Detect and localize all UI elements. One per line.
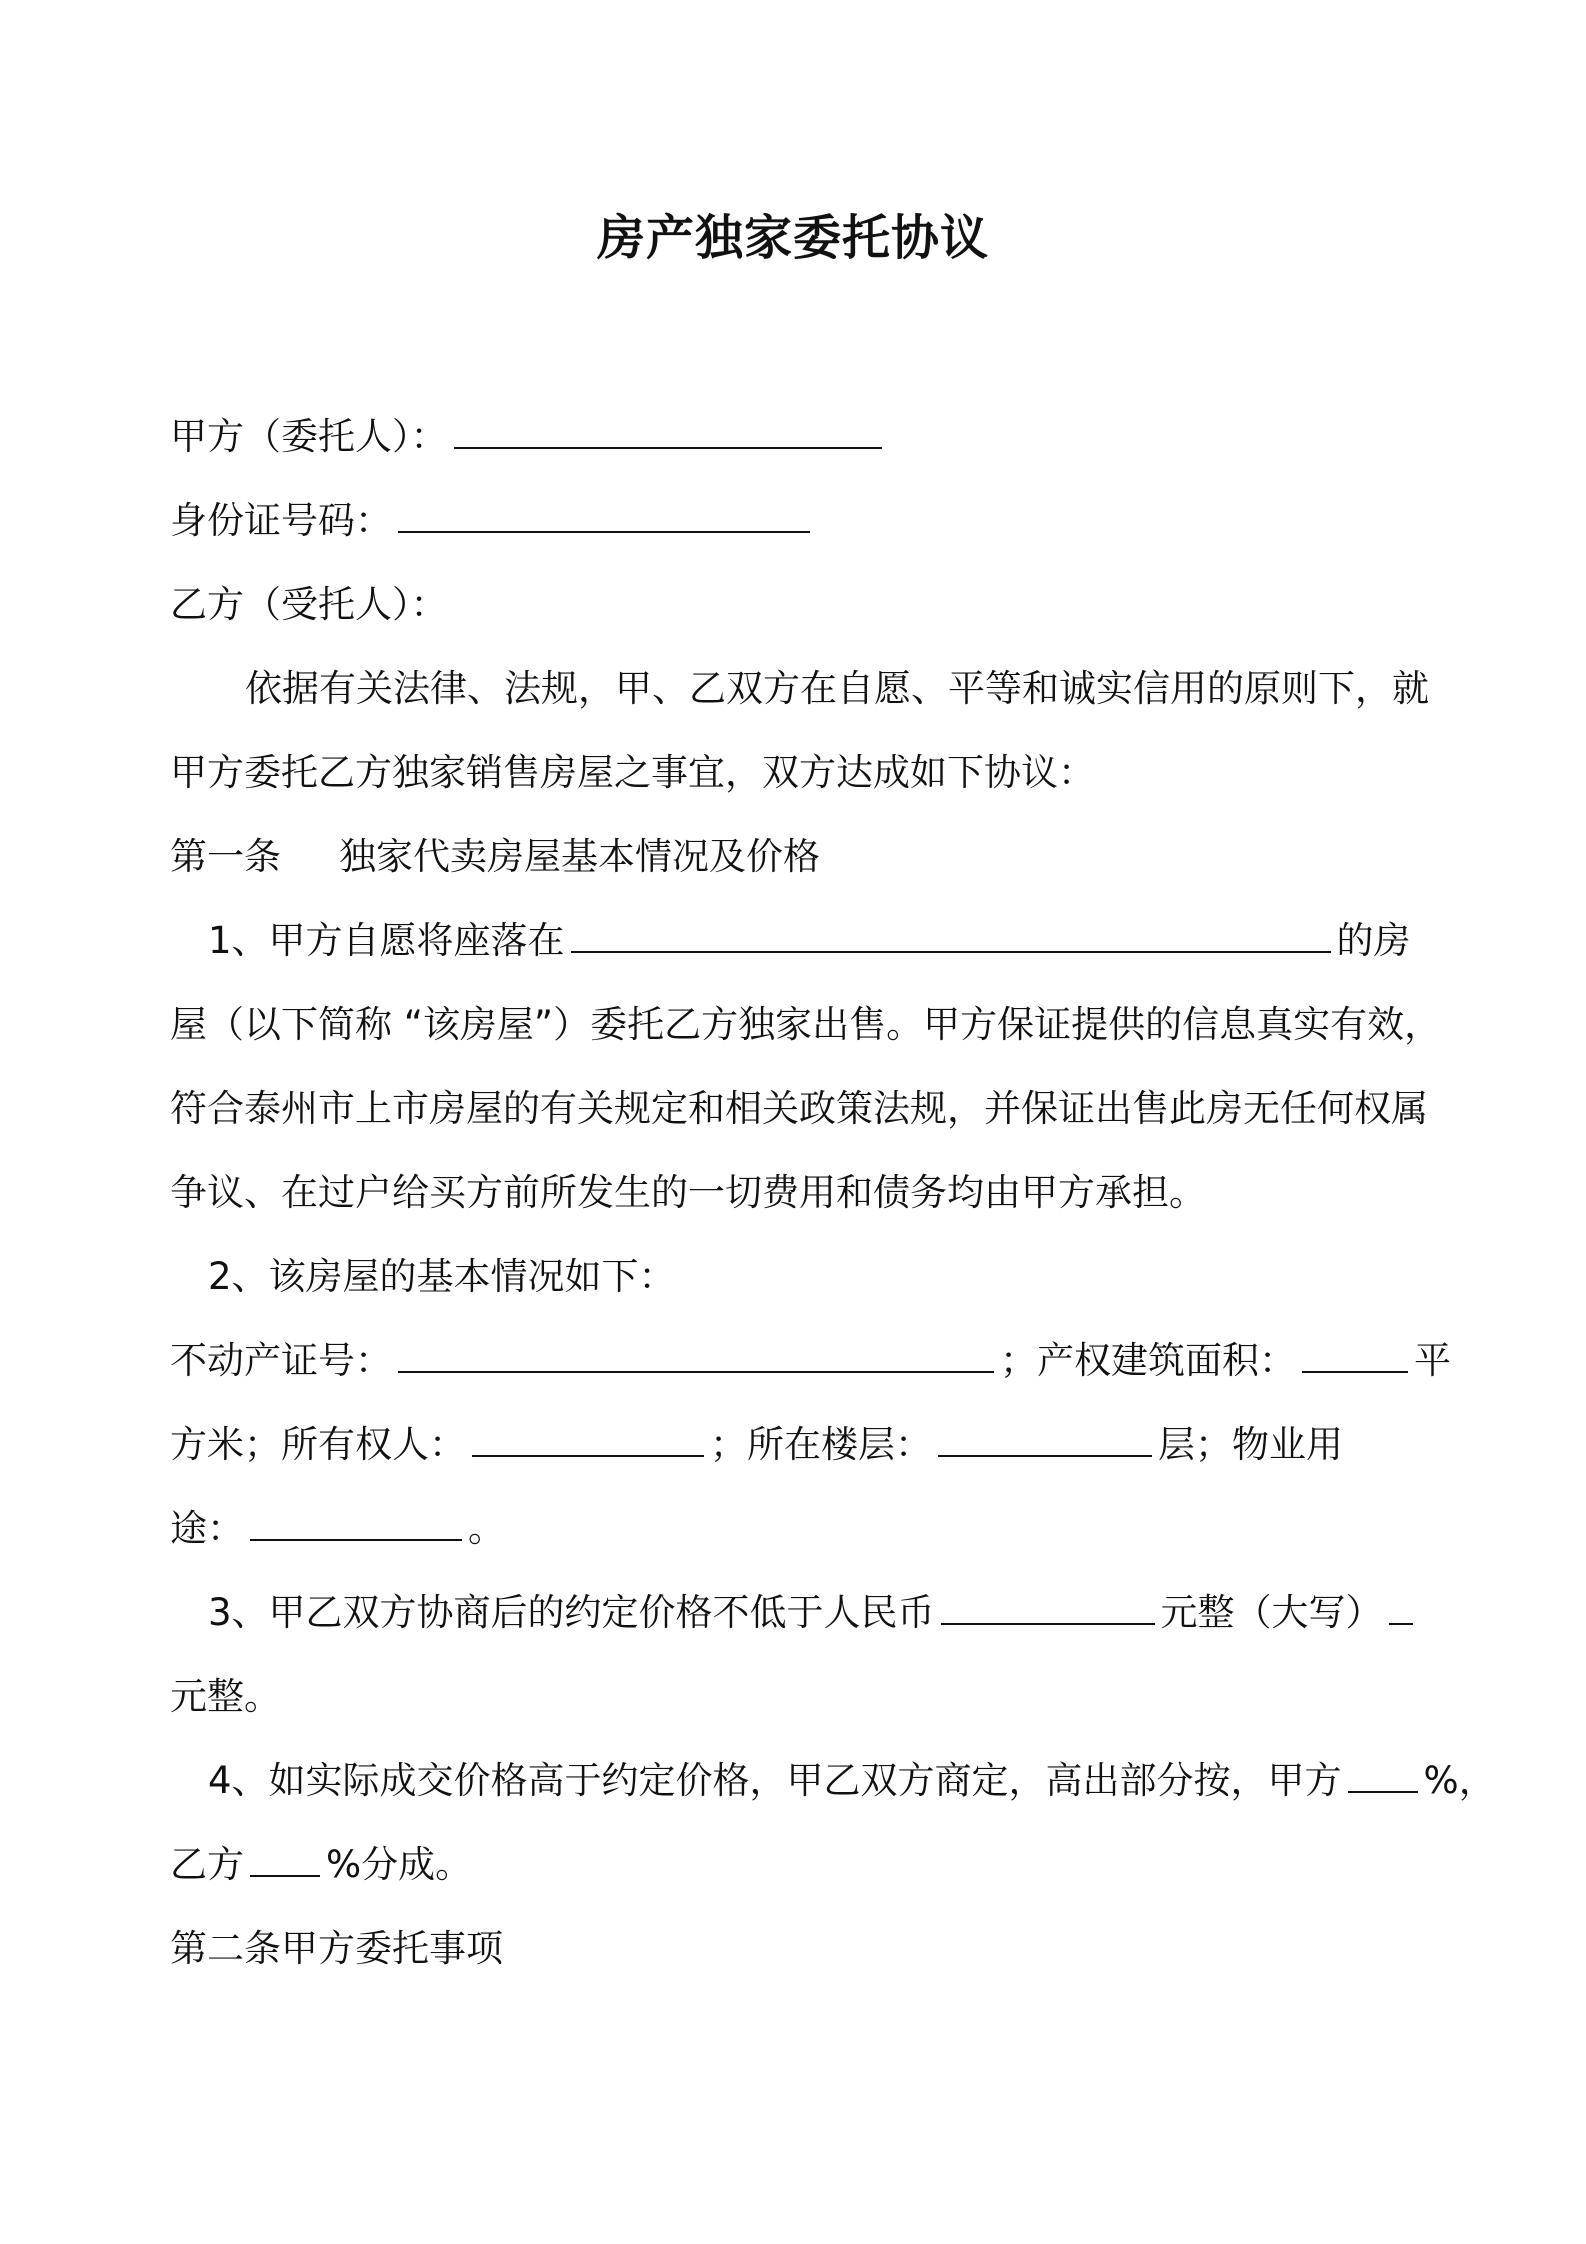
clause-2-line-2 (170, 1420, 1343, 1470)
party-b-share-blank[interactable] (250, 1841, 320, 1877)
price-label: 3、甲乙双方协商后的约定价格不低于人民币 (208, 1591, 935, 1634)
party-a-share-unit: %， (1423, 1759, 1496, 1802)
intro-line-2: 甲方委托乙方独家销售房屋之事宜，双方达成如下协议： (170, 751, 1095, 794)
clause-3-line-1 (208, 1588, 1419, 1638)
article-2-heading (170, 1924, 503, 1974)
area-unit-a: 平 (1414, 1339, 1451, 1382)
clause-1-line-4: 争议、在过户给买方前所发生的一切费用和债务均由甲方承担。 (170, 1171, 1206, 1214)
floor-blank[interactable] (938, 1421, 1152, 1457)
clause-3-line-2: 元整。 (170, 1675, 281, 1718)
clause-1-text-a: 1、甲方自愿将座落在 (208, 919, 565, 962)
clause-2-line-3 (170, 1504, 505, 1554)
intro-line-1: 依据有关法律、法规，甲、乙双方在自愿、平等和诚实信用的原则下，就 (245, 667, 1429, 710)
clause-2-line-1 (170, 1336, 1451, 1386)
clause-1-line-2: 屋（以下简称 “该房屋”）委托乙方独家出售。甲方保证提供的信息真实有效， (170, 1003, 1442, 1046)
article-2-title: 甲方委托事项 (281, 1927, 503, 1970)
party-a-line (170, 412, 888, 462)
clause-4-line-1 (208, 1756, 1496, 1806)
party-b-line (170, 580, 448, 630)
owner-blank[interactable] (472, 1421, 704, 1457)
cert-label: 不动产证号： (170, 1339, 392, 1382)
floor-unit: 层；物业用 (1158, 1423, 1343, 1466)
property-location-blank[interactable] (571, 917, 1331, 953)
id-number-blank[interactable] (398, 497, 810, 533)
area-label: ；产权建筑面积： (1000, 1339, 1296, 1382)
id-number-label: 身份证号码： (170, 499, 392, 542)
floor-label: ；所在楼层： (710, 1423, 932, 1466)
article-1-number: 第一条 (170, 835, 281, 878)
clause-1-line-1 (208, 916, 1411, 966)
use-label: 途： (170, 1507, 244, 1550)
clause-2-heading: 2、该房屋的基本情况如下： (208, 1255, 676, 1298)
article-1-title: 独家代卖房屋基本情况及价格 (339, 835, 820, 878)
use-end: 。 (468, 1507, 505, 1550)
party-a-blank[interactable] (454, 413, 882, 449)
party-a-share-blank[interactable] (1348, 1757, 1418, 1793)
article-1-heading (170, 832, 820, 882)
use-blank[interactable] (250, 1505, 462, 1541)
price-uppercase-blank[interactable] (1389, 1589, 1413, 1625)
clause-4-text: 4、如实际成交价格高于约定价格，甲乙双方商定，高出部分按，甲方 (208, 1759, 1342, 1802)
clause-1-line-3: 符合泰州市上市房屋的有关规定和相关政策法规，并保证出售此房无任何权属 (170, 1087, 1428, 1130)
party-b-label: 乙方（受托人）： (170, 583, 448, 626)
id-number-line (170, 496, 816, 546)
area-blank[interactable] (1302, 1337, 1408, 1373)
document-title: 房产独家委托协议 (596, 210, 989, 266)
clause-4-line-2 (170, 1840, 472, 1890)
cert-number-blank[interactable] (398, 1337, 994, 1373)
article-2-number: 第二条 (170, 1927, 281, 1970)
clause-1-text-b: 的房 (1336, 919, 1411, 962)
party-b-share-label: 乙方 (170, 1843, 244, 1886)
party-a-label: 甲方（委托人）： (170, 415, 448, 458)
price-blank[interactable] (941, 1589, 1155, 1625)
party-b-share-unit: %分成。 (326, 1843, 473, 1886)
price-uppercase-label: 元整（大写） (1160, 1591, 1383, 1634)
owner-label: 方米；所有权人： (170, 1423, 466, 1466)
